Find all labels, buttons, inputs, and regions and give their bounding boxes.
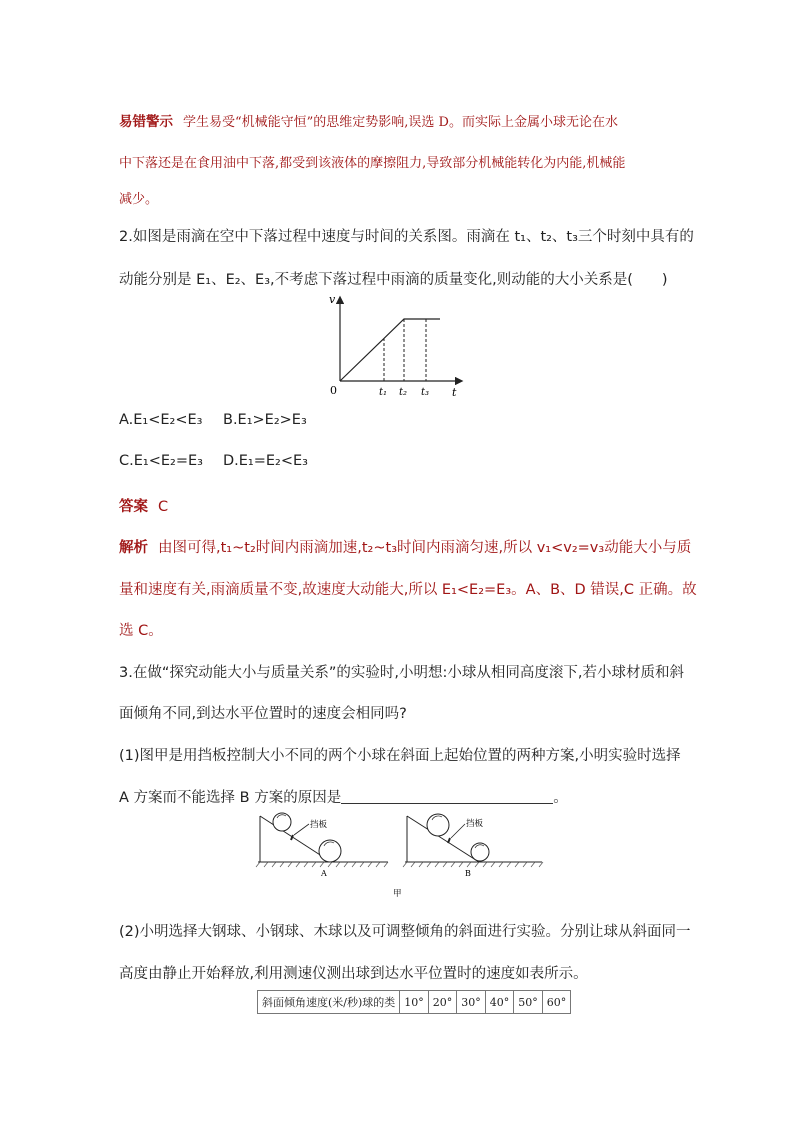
question-2-stem-line-1: 2.如图是雨滴在空中下落过程中速度与时间的关系图。雨滴在 t₁、t₂、t₃三个时刻中具有的 — [119, 229, 694, 245]
angle-cell: 40° — [485, 991, 514, 1014]
analysis-line-3: 选 C。 — [119, 623, 163, 639]
table-header-cell: 斜面倾角速度(米/秒)球的类 — [258, 991, 400, 1014]
mistake-tip-line-2: 中下落还是在食用油中下落,都受到该液体的摩擦阻力,导致部分机械能转化为内能,机械能 — [119, 156, 626, 171]
mistake-tip-label: 易错警示 — [119, 114, 173, 130]
answer-label: 答案 — [119, 499, 148, 515]
question-3-part-1-line-1: (1)图甲是用挡板控制大小不同的两个小球在斜面上起始位置的两种方案,小明实验时选择 — [119, 748, 681, 764]
t3-label: t₃ — [421, 387, 430, 398]
part-1-text: A 方案而不能选择 B 方案的原因是 — [119, 790, 342, 806]
baffle-b-label: 挡板 — [466, 819, 484, 829]
question-2-options-row-1 — [119, 412, 686, 428]
t2-label: t₂ — [399, 387, 408, 398]
analysis-text-1: 由图可得,t₁~t₂时间内雨滴加速,t₂~t₃时间内雨滴匀速,所以 v₁<v₂=v₃动能大小与质 — [158, 540, 692, 556]
mistake-tip-line-1 — [119, 110, 686, 130]
answer-value: C — [158, 499, 169, 515]
analysis-label: 解析 — [119, 540, 148, 556]
speed-table — [257, 990, 571, 1014]
question-2-options-row-2 — [119, 453, 686, 469]
big-ball-bottom-a — [319, 840, 341, 862]
option-d: D.E₁=E₂<E₃ — [223, 453, 308, 469]
baffle-a-label: 挡板 — [310, 820, 328, 830]
angle-cell: 10° — [400, 991, 429, 1014]
x-axis-label: t — [452, 386, 457, 399]
small-ball-bottom-b — [471, 843, 489, 861]
part-1-end: 。 — [553, 790, 568, 806]
velocity-curve — [340, 319, 440, 381]
answer-blank[interactable] — [341, 789, 553, 804]
big-ball-top-b — [427, 814, 449, 836]
t1-label: t₁ — [379, 387, 388, 398]
scheme-a — [256, 813, 388, 878]
angle-cell: 30° — [457, 991, 486, 1014]
figure-caption: 甲 — [393, 889, 402, 899]
question-3-part-2-line-1: (2)小明选择大钢球、小钢球、木球以及可调整倾角的斜面进行实验。分别让球从斜面同一 — [119, 924, 691, 940]
table-row — [258, 991, 571, 1014]
y-axis-label: v — [329, 293, 336, 306]
question-3-stem-line-1: 3.在做“探究动能大小与质量关系”的实验时,小明想:小球从相同高度滚下,若小球材质和斜 — [119, 665, 684, 681]
option-a: A.E₁<E₂<E₃ — [119, 412, 203, 428]
origin-label: 0 — [330, 384, 337, 397]
analysis-line-2: 量和速度有关,雨滴质量不变,故速度大动能大,所以 E₁<E₂=E₃。A、B、D 错误,C 正确。故 — [119, 582, 697, 598]
question-3-stem-line-2: 面倾角不同,到达水平位置时的速度会相同吗? — [119, 706, 407, 722]
question-3-part-2-line-2: 高度由静止开始释放,利用测速仪测出球到达水平位置时的速度如表所示。 — [119, 966, 588, 982]
answer-line — [119, 495, 686, 516]
scheme-b-label: B — [465, 869, 471, 878]
velocity-time-graph — [318, 288, 468, 403]
option-b: B.E₁>E₂>E₃ — [223, 412, 307, 428]
scheme-b — [403, 814, 543, 878]
question-2-stem-line-2: 动能分别是 E₁、E₂、E₃,不考虑下落过程中雨滴的质量变化,则动能的大小关系是( ) — [119, 272, 668, 288]
mistake-tip-line-3: 减少。 — [119, 192, 159, 207]
scheme-a-label: A — [321, 869, 327, 878]
analysis-line-1 — [119, 536, 692, 557]
small-ball-top-a — [273, 813, 291, 831]
option-c: C.E₁<E₂=E₃ — [119, 453, 203, 469]
angle-cell: 50° — [514, 991, 543, 1014]
angle-cell: 20° — [428, 991, 457, 1014]
question-3-part-1-line-2 — [119, 786, 686, 807]
baffle-b — [448, 838, 450, 843]
incline-figure — [255, 810, 545, 902]
angle-cell: 60° — [542, 991, 571, 1014]
mistake-tip-text-1: 学生易受“机械能守恒”的思维定势影响,误选 D。而实际上金属小球无论在水 — [183, 115, 618, 130]
